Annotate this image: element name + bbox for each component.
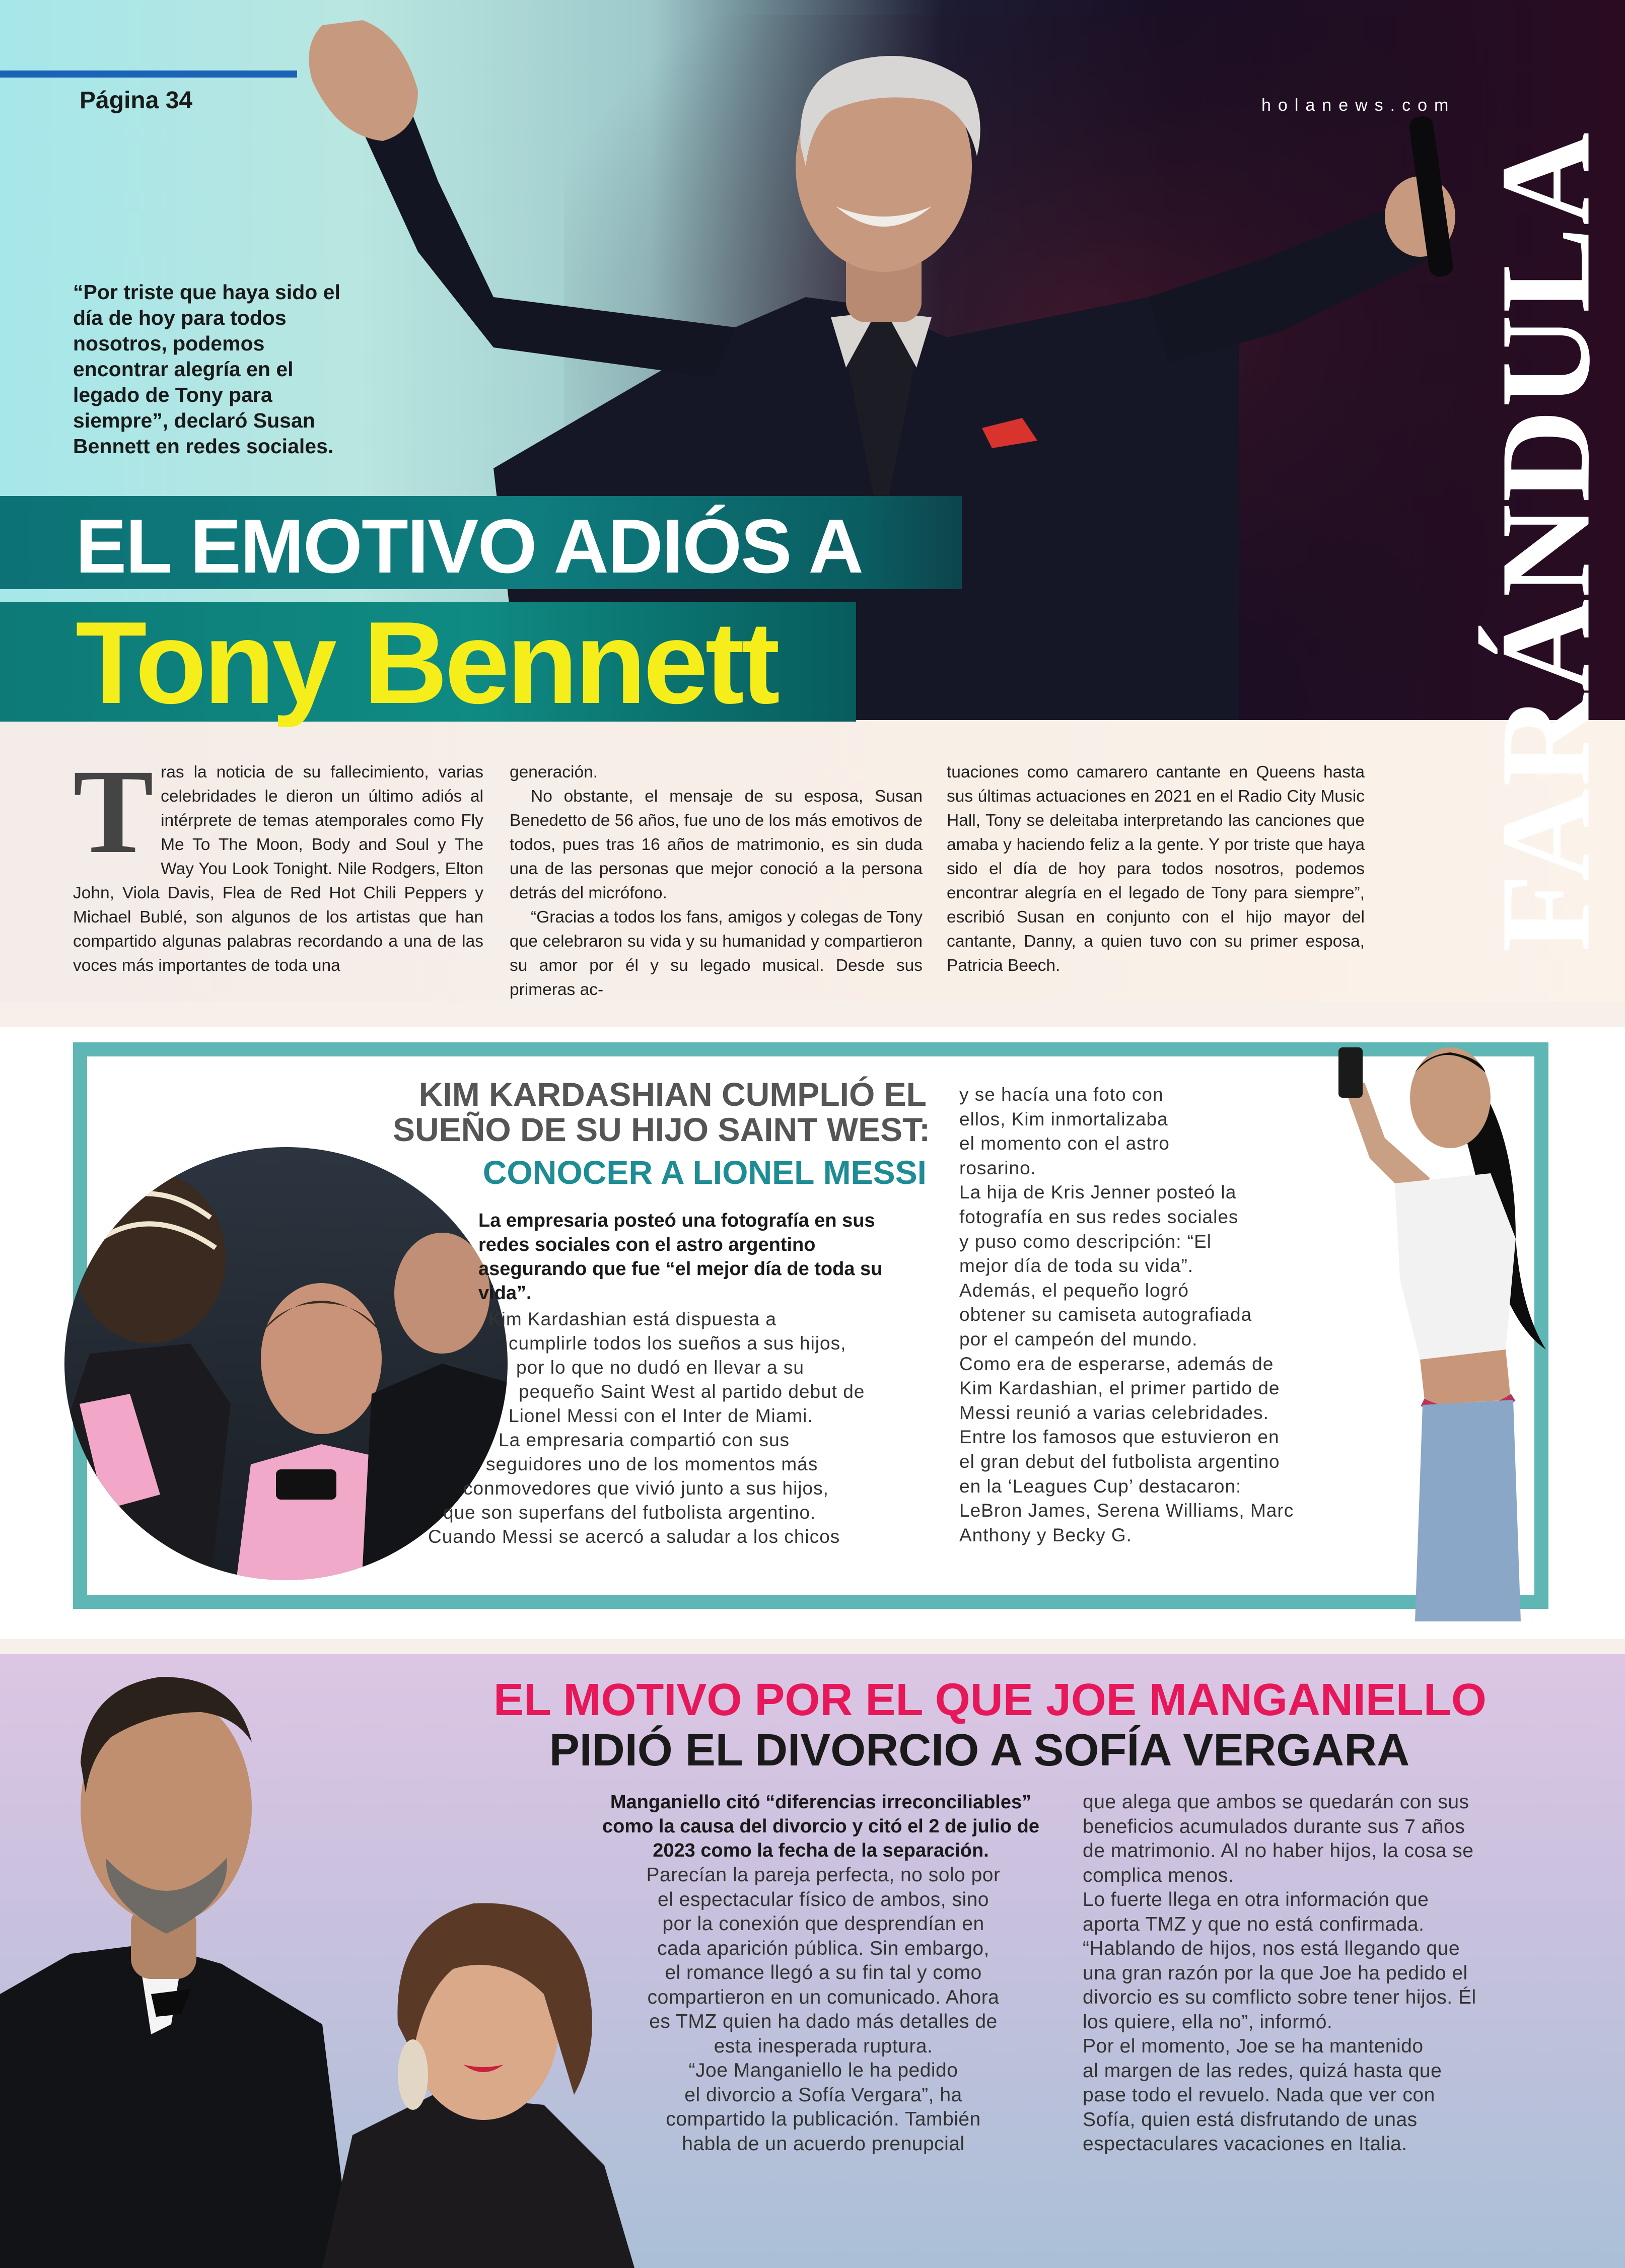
joe-body-line: aporta TMZ y que no está confirmada. xyxy=(1083,1913,1425,1935)
site-name: holanews.com xyxy=(1261,96,1456,115)
kim-body-line: Anthony y Becky G. xyxy=(959,1524,1132,1545)
article-column-1 xyxy=(73,744,483,978)
section-title-vertical xyxy=(1473,70,1619,1012)
joe-body-left xyxy=(589,1863,1057,2156)
joe-body-line: que alega que ambos se quedarán con sus xyxy=(1083,1791,1469,1813)
joe-body-line: pase todo el revuelo. Nada que ver con xyxy=(1083,2084,1435,2106)
kim-body-line: seguidores uno de los momentos más xyxy=(486,1454,818,1474)
kim-body-line: por lo que no dudó en llevar a su xyxy=(516,1357,804,1378)
joe-headline-line-2: PIDIÓ EL DIVORCIO A SOFÍA VERGARA xyxy=(549,1725,1410,1776)
kim-body-line: el momento con el astro xyxy=(959,1133,1170,1154)
joe-body-line: habla de un acuerdo prenupcial xyxy=(682,2133,965,2155)
joe-body-line: Por el momento, Joe se ha mantenido xyxy=(1083,2035,1424,2057)
joe-body-line: “Joe Manganiello le ha pedido xyxy=(688,2060,958,2081)
kim-body-line: Lionel Messi con el Inter de Miami. xyxy=(509,1405,813,1426)
joe-body-line: “Hablando de hijos, nos está llegando que xyxy=(1083,1938,1460,1959)
section-title: FARÁNDULA xyxy=(1474,130,1617,952)
kim-kardashian-photo xyxy=(1279,1027,1561,1621)
kim-body-line: La hija de Kris Jenner posteó la xyxy=(959,1182,1237,1203)
joe-body-line: de matrimonio. Al no haber hijos, la cosa se xyxy=(1083,1840,1474,1862)
kim-body-line: mejor día de toda su vida”. xyxy=(959,1255,1194,1277)
article-column-2 xyxy=(510,760,923,1002)
drop-cap: T xyxy=(73,744,154,878)
kim-body-line: Como era de esperarse, además de xyxy=(959,1353,1274,1374)
kim-body-line: ellos, Kim inmortalizaba xyxy=(959,1108,1168,1129)
joe-body-line: Parecían la pareja perfecta, no solo por xyxy=(646,1864,1001,1886)
joe-body-line: esta inesperada ruptura. xyxy=(714,2035,933,2057)
column-2-paragraph: “Gracias a todos los fans, amigos y colegas de Tony que celebraron su vida y su humanidad y compartieron su amor por él y su legado musical. Desde sus primeras ac- xyxy=(510,908,923,999)
joe-body-line: es TMZ quien ha dado más detalles de xyxy=(649,2011,998,2032)
joe-body-line: por la conexión que desprendían en xyxy=(662,1913,984,1935)
column-1-text: ras la noticia de su fallecimiento, varias celebridades le dieron un último adiós al intérprete de temas atemporales como Fly Me To The Moon, Body and Soul y The Way You Look Tonight. Nile Rodgers, Elton John, Viola Davis, Flea de Red Hot Chili Peppers y Michael Bublé, son algunos de los artistas que han compartido algunas palabras recordando a una de las voces más importantes de toda una xyxy=(73,763,483,975)
column-2-paragraph: No obstante, el mensaje de su esposa, Susan Benedetto de 56 años, fue uno de los más emotivos de todos, pues tras 16 años de matrimonio, es sin duda una de las personas que mejor conoció a la persona detrás del micrófono. xyxy=(510,787,923,902)
joe-body-line: una gran razón por la que Joe ha pedido el xyxy=(1083,1962,1468,1984)
article-column-3 xyxy=(947,760,1365,978)
kim-body-line: que son superfans del futbolista argentino. xyxy=(443,1502,816,1523)
joe-body-right xyxy=(1083,1790,1551,2157)
kim-headline xyxy=(393,1076,931,1148)
kim-headline-line-3: CONOCER A LIONEL MESSI xyxy=(482,1154,927,1191)
kim-lead: La empresaria posteó una fotografía en sus redes sociales con el astro argentino asegurando que fue “el mejor día de toda su vida”. xyxy=(478,1210,883,1304)
kim-body-line: pequeño Saint West al partido debut de xyxy=(519,1381,865,1402)
column-3-paragraph: tuaciones como camarero cantante en Queens hasta sus últimas actuaciones en 2021 en el Radio City Music Hall, Tony se deleitaba interpretando las canciones que amaba y haciendo feliz a la gente. Y por triste que haya sido el día de hoy para todos nosotros, podemos encontrar alegría en el legado de Tony para siempre”, escribió Susan en conjunto con el hijo mayor del cantante, Danny, a quien tuvo con su primer esposa, Patricia Beech. xyxy=(947,763,1365,975)
headline-line-2: Tony Bennett xyxy=(76,598,777,728)
kim-body-line: Entre los famosos que estuvieron en xyxy=(959,1427,1280,1448)
kim-headline-line-2: SUEÑO DE SU HIJO SAINT WEST: xyxy=(393,1111,931,1148)
kim-body-line: Cuando Messi se acercó a saludar a los chicos xyxy=(428,1526,840,1547)
kim-body-line: Kim Kardashian, el primer partido de xyxy=(959,1378,1280,1399)
joe-lead: Manganiello citó “diferencias irreconciliables” como la causa del divorcio y citó el 2 de julio de 2023 como la fecha de la separación. xyxy=(602,1792,1039,1861)
joe-body-line: espectaculares vacaciones en Italia. xyxy=(1083,2133,1407,2155)
kim-body-line: Kim Kardashian está dispuesta a xyxy=(488,1309,776,1329)
kim-body-line: Messi reunió a varias celebridades. xyxy=(959,1402,1269,1423)
kim-headline-line-1: KIM KARDASHIAN CUMPLIÓ EL xyxy=(418,1076,927,1113)
kim-body-line: conmovedores que vivió junto a sus hijos, xyxy=(463,1478,829,1499)
kim-body-line: el gran debut del futbolista argentino xyxy=(959,1451,1280,1472)
joe-body-line: el romance llegó a su fin tal y como xyxy=(665,1962,982,1983)
column-2-paragraph: generación. xyxy=(510,763,598,782)
kim-body-line: Además, el pequeño logró xyxy=(959,1280,1189,1301)
kim-body-line: y puso como descripción: “El xyxy=(959,1231,1212,1252)
joe-body-line: compartieron en un comunicado. Ahora xyxy=(647,1986,1000,2008)
joe-body-line: compartido la publicación. También xyxy=(666,2108,981,2130)
joe-body-line: Sofía, quien está disfrutando de unas xyxy=(1083,2108,1418,2131)
kim-body-line: y se hacía una foto con xyxy=(959,1084,1164,1105)
kim-body-line: por el campeón del mundo. xyxy=(959,1328,1198,1350)
kim-body-line: cumplirle todos los sueños a sus hijos, xyxy=(509,1333,846,1354)
kim-body-left xyxy=(413,1307,922,1549)
joe-body-line: complica menos. xyxy=(1083,1864,1234,1886)
joe-body-line: Lo fuerte llega en otra información que xyxy=(1083,1889,1429,1910)
headline-line-1: EL EMOTIVO ADIÓS A xyxy=(76,504,863,589)
joe-body-line: el espectacular físico de ambos, sino xyxy=(657,1888,989,1910)
joe-body-line: los quiere, ella no”, informó. xyxy=(1083,2011,1333,2033)
joe-headline-line-1: EL MOTIVO POR EL QUE JOE MANGANIELLO xyxy=(493,1675,1487,1725)
joe-body-line: beneficios acumulados durante sus 7 años xyxy=(1083,1815,1465,1837)
kim-body-line: en la ‘Leagues Cup’ destacaron: xyxy=(959,1475,1242,1497)
page-number: Página 34 xyxy=(80,87,193,114)
joe-body-line: al margen de las redes, quizá hasta que xyxy=(1083,2060,1442,2082)
joe-body-line: divorcio es su comflicto sobre tener hijos. Él xyxy=(1083,1987,1476,2008)
joe-body-line: el divorcio a Sofía Vergara”, ha xyxy=(684,2084,962,2106)
kim-body-line: LeBron James, Serena Williams, Marc xyxy=(959,1500,1294,1521)
kim-body-line: rosarino. xyxy=(959,1157,1036,1178)
kim-body-line: fotografía en sus redes sociales xyxy=(959,1206,1239,1227)
kim-body-line: obtener su camiseta autografiada xyxy=(959,1304,1252,1325)
page-ribbon xyxy=(0,70,297,78)
pull-quote: “Por triste que haya sido el día de hoy para todos nosotros, podemos encontrar alegría en el legado de Tony para siempre”, declaró Susan Bennett en redes sociales. xyxy=(73,280,340,458)
kim-body-line: La empresaria compartió con sus xyxy=(499,1430,790,1450)
joe-body-line: cada aparición pública. Sin embargo, xyxy=(657,1937,990,1959)
